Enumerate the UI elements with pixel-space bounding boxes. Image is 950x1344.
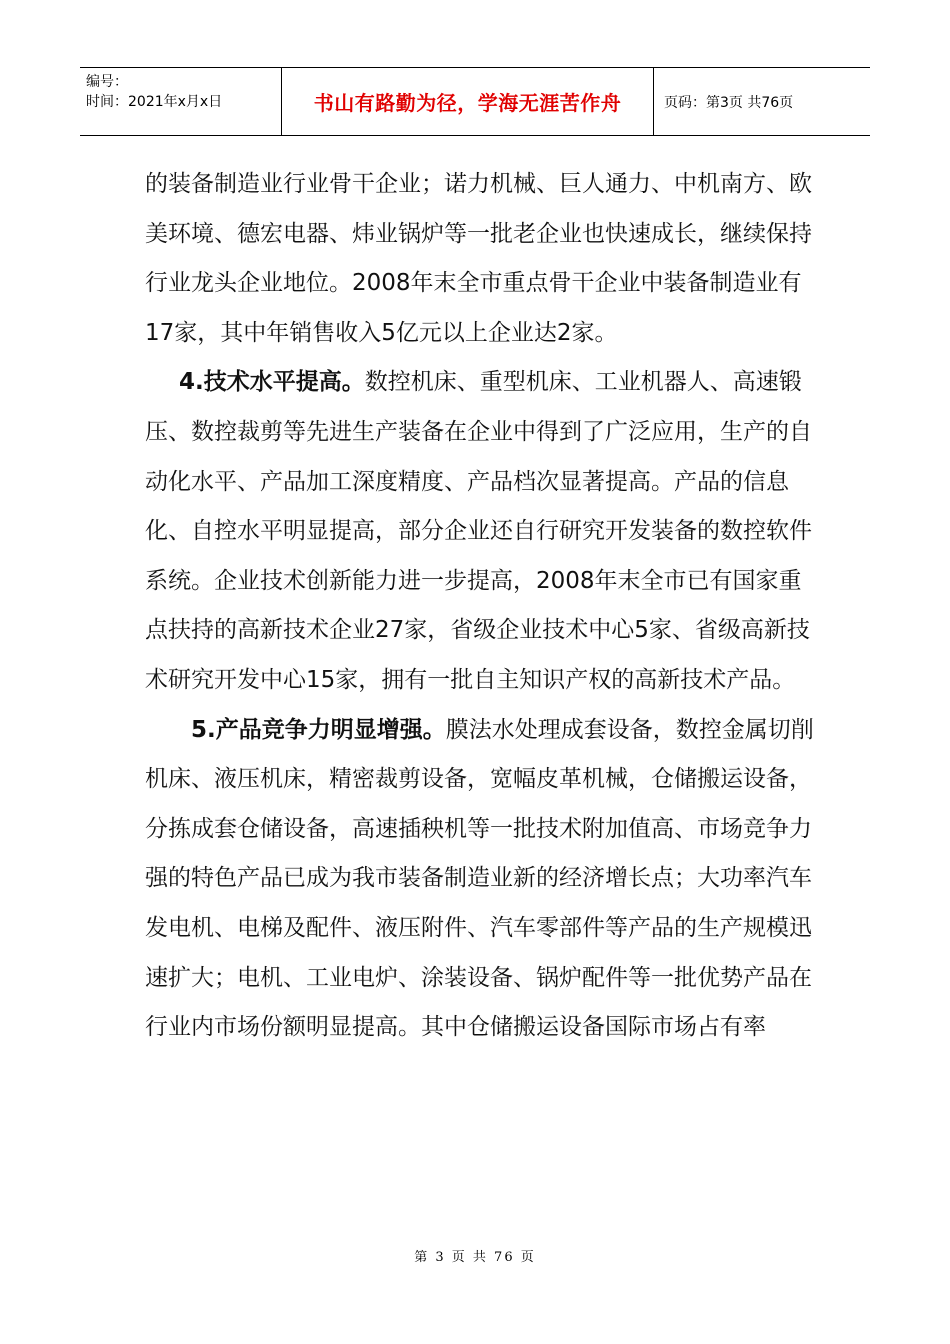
paragraph-3 — [145, 706, 815, 1053]
paragraph-2 — [145, 358, 815, 705]
header-motto: 书山有路勤为径，学海无涯苦作舟 — [282, 68, 654, 135]
header-meta — [80, 68, 282, 135]
paragraph-1: 的装备制造业行业骨干企业；诺力机械、巨人通力、中机南方、欧美环境、德宏电器、炜业锅炉等一批老企业也快速成长，继续保持行业龙头企业地位。2008年末全市重点骨干企业中装备制造业有17家，其中年销售收入5亿元以上企业达2家。 — [145, 171, 812, 346]
document-time-label: 时间：2021年x月x日 — [86, 94, 223, 110]
document-body — [145, 160, 815, 1053]
paragraph-2-text: 数控机床、重型机床、工业机器人、高速锻压、数控裁剪等先进生产装备在企业中得到了广泛应用，生产的自动化水平、产品加工深度精度、产品档次显著提高。产品的信息化、自控水平明显提高，部分企业还自行研究开发装备的数控软件系统。企业技术创新能力进一步提高，2008年末全市已有国家重点扶持的高新技术企业27家，省级企业技术中心5家、省级高新技术研究开发中心15家，拥有一批自主知识产权的高新技术产品。 — [145, 369, 812, 693]
document-number-label: 编号： — [86, 74, 128, 90]
page-footer: 第 3 页 共 76 页 — [414, 1250, 536, 1265]
paragraph-2-heading: 4.技术水平提高。 — [179, 369, 365, 396]
paragraph-3-text: 膜法水处理成套设备，数控金属切削机床、液压机床，精密裁剪设备，宽幅皮革机械，仓储搬运设备，分拣成套仓储设备，高速插秧机等一批技术附加值高、市场竞争力强的特色产品已成为我市装备制造业新的经济增长点；大功率汽车发电机、电梯及配件、液压附件、汽车零部件等产品的生产规模迅速扩大；电机、工业电炉、涂装设备、锅炉配件等一批优势产品在行业内市场份额明显提高。其中仓储搬运设备国际市场占有率 — [145, 716, 814, 1041]
paragraph-3-heading: 5.产品竞争力明显增强。 — [191, 716, 446, 743]
page-header — [80, 67, 870, 136]
header-page-info: 页码：第3页 共76页 — [664, 94, 794, 111]
